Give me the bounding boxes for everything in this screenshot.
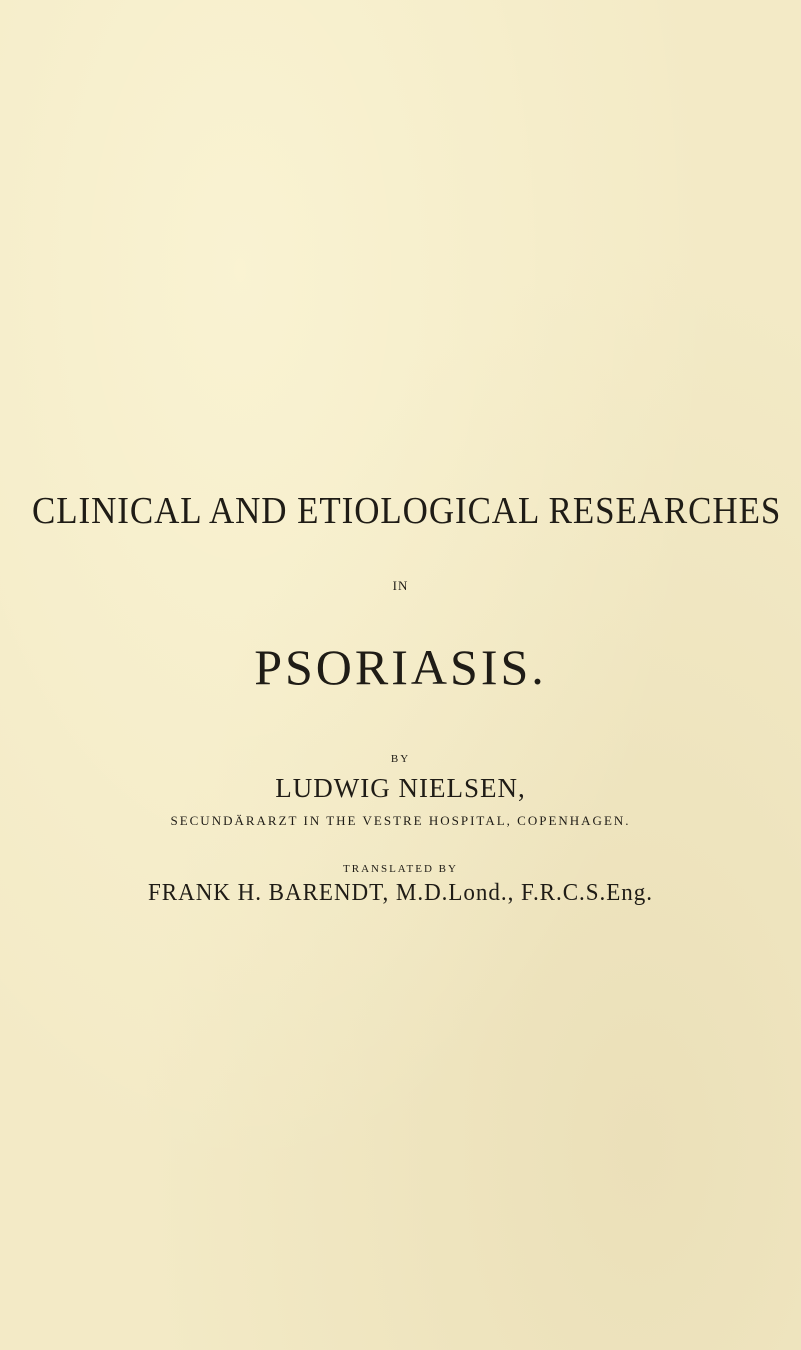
book-main-title: CLINICAL AND ETIOLOGICAL RESEARCHES — [32, 490, 782, 532]
connector-in: IN — [392, 578, 409, 593]
connector-by: BY — [390, 753, 411, 765]
author-name: LUDWIG NIELSEN, — [275, 773, 526, 803]
translated-by-label: TRANSLATED BY — [343, 863, 458, 875]
author-affiliation: SECUNDÄRARZT IN THE VESTRE HOSPITAL, COPENHAGEN. — [170, 813, 631, 828]
translator-name: FRANK H. BARENDT, M.D.Lond., F.R.C.S.Eng. — [148, 880, 653, 906]
book-subject-title: PSORIASIS. — [254, 639, 547, 695]
